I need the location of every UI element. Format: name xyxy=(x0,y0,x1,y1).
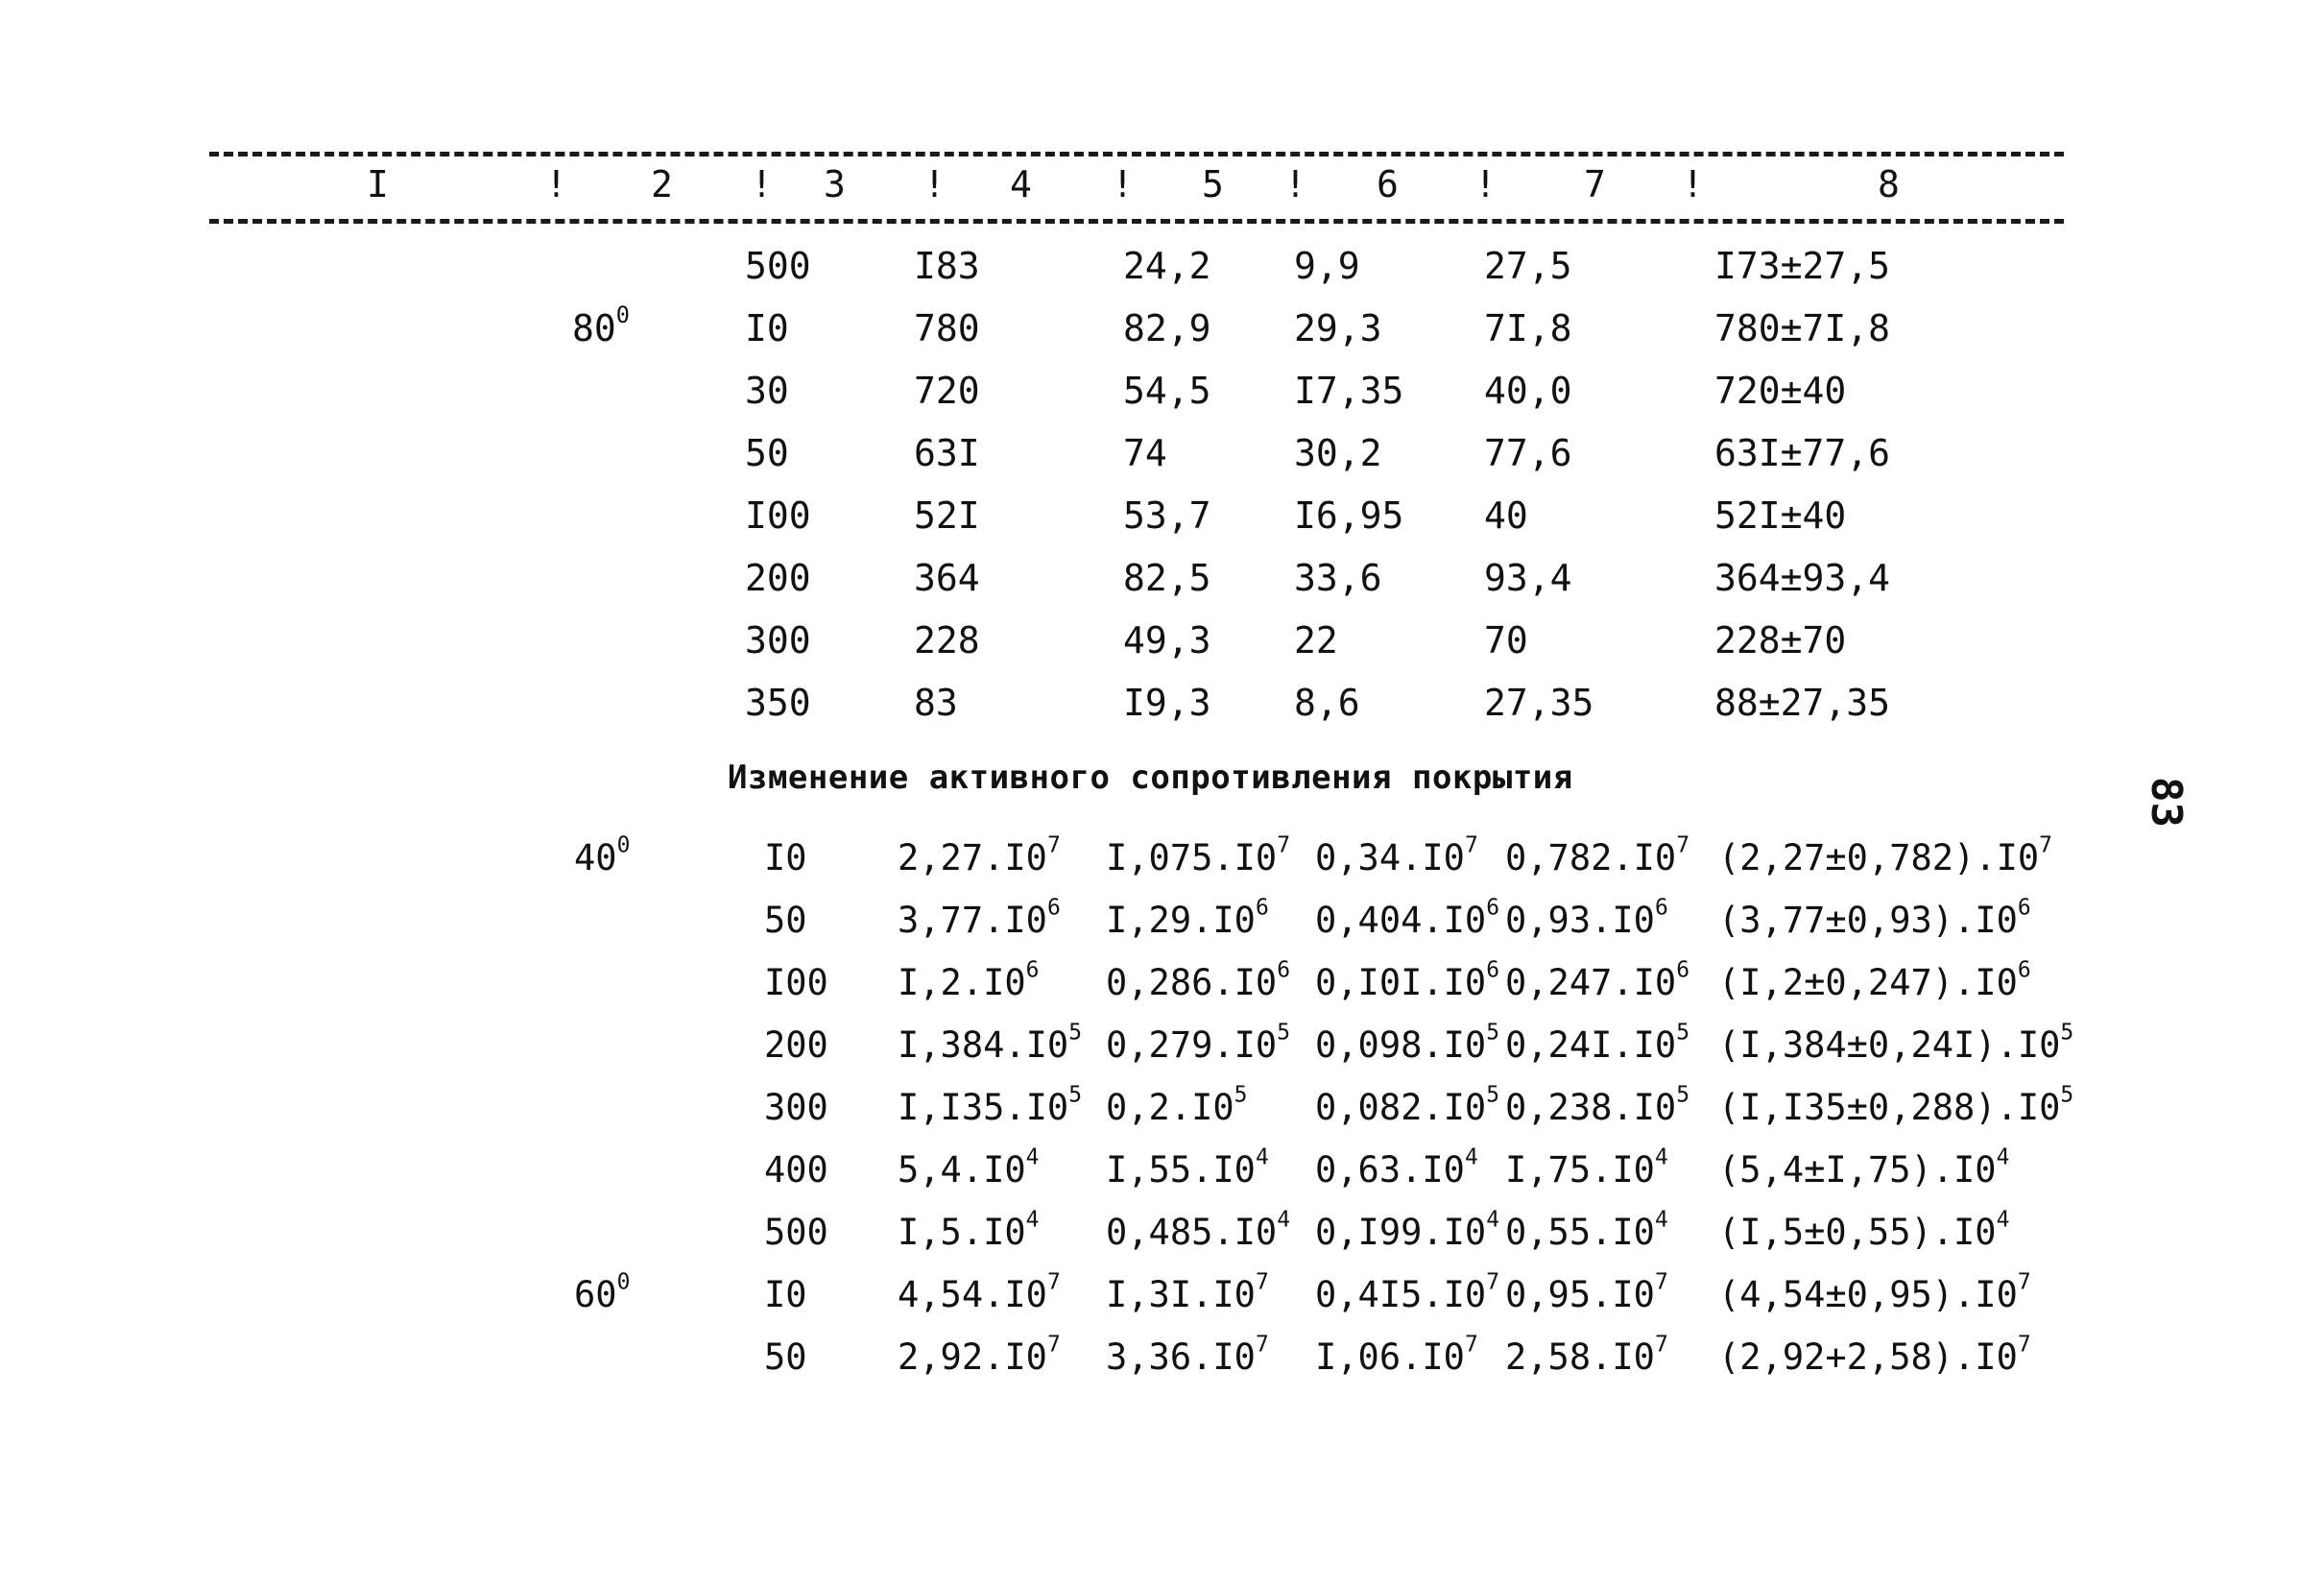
cell-col-8: 52I±40 xyxy=(1714,494,1847,537)
column-header-5: 5 xyxy=(1202,163,1224,205)
table-row xyxy=(0,245,2324,306)
cell-col-5: I9,3 xyxy=(1123,682,1211,724)
column-header-7: 7 xyxy=(1584,163,1606,205)
table-row xyxy=(0,682,2324,743)
cell-col-5: $0,485.I0^4$ xyxy=(1106,1207,1291,1253)
cell-col-8: 780±7I,8 xyxy=(1714,307,1891,349)
table-row xyxy=(0,432,2324,493)
table-row xyxy=(0,301,2324,369)
cell-col-6: $0,63.I0^4$ xyxy=(1315,1144,1478,1191)
cell-col-7: 70 xyxy=(1484,619,1528,662)
cell-col-6: 29,3 xyxy=(1294,307,1382,349)
cell-col-3: 50 xyxy=(745,432,789,474)
cell-col-8: 228±70 xyxy=(1714,619,1847,662)
header-bottom-rule xyxy=(209,219,2064,224)
cell-col-8: $(I,5\pm 0,55).I0^4$ xyxy=(1718,1207,2010,1253)
column-separator: ! xyxy=(923,163,946,205)
cell-col-7: $0,93.I0^6$ xyxy=(1505,895,1668,941)
cell-col-5: 54,5 xyxy=(1123,370,1211,412)
cell-col-6: $0,082.I0^5$ xyxy=(1315,1082,1500,1128)
cell-col-7: 40,0 xyxy=(1484,370,1572,412)
header-top-rule xyxy=(209,152,2064,156)
column-separator: ! xyxy=(1112,163,1134,205)
cell-col-6: $I,06.I0^7$ xyxy=(1315,1332,1478,1378)
cell-col-7: 77,6 xyxy=(1484,432,1572,474)
cell-col-3: 500 xyxy=(764,1212,828,1253)
cell-col-6: 33,6 xyxy=(1294,557,1382,599)
temperature-label: $60^0$ xyxy=(574,1269,631,1315)
column-separator: ! xyxy=(751,163,773,205)
cell-col-7: 93,4 xyxy=(1484,557,1572,599)
cell-col-8: $(5,4\pm I,75).I0^4$ xyxy=(1718,1144,2010,1191)
cell-col-7: 7I,8 xyxy=(1484,307,1572,349)
table-row xyxy=(0,957,2324,1023)
cell-col-3: I0 xyxy=(764,1274,807,1315)
cell-col-6: 9,9 xyxy=(1294,245,1360,287)
cell-col-3: 200 xyxy=(764,1024,828,1066)
cell-col-6: $0,404.I0^6$ xyxy=(1315,895,1500,941)
table-row xyxy=(0,1020,2324,1086)
cell-col-5: $0,2.I0^5$ xyxy=(1106,1082,1248,1128)
cell-col-4: $3,77.I0^6$ xyxy=(898,895,1061,941)
section-caption: Изменение активного сопротивления покрытия xyxy=(728,758,1573,797)
cell-col-7: $0,782.I0^7$ xyxy=(1505,832,1690,878)
cell-col-3: 500 xyxy=(745,245,811,287)
cell-col-4: $I,2.I0^6$ xyxy=(898,957,1040,1003)
cell-col-7: $0,247.I0^6$ xyxy=(1505,957,1690,1003)
cell-col-6: 22 xyxy=(1294,619,1338,662)
table-row xyxy=(0,619,2324,681)
cell-col-4: 63I xyxy=(914,432,980,474)
column-separator: ! xyxy=(1284,163,1306,205)
cell-col-4: 364 xyxy=(914,557,980,599)
temperature-label: $80^0$ xyxy=(572,301,630,349)
cell-col-4: $4,54.I0^7$ xyxy=(898,1269,1061,1315)
cell-col-7: 40 xyxy=(1484,494,1528,537)
cell-col-3: 300 xyxy=(764,1087,828,1128)
cell-col-6: $0,I99.I0^4$ xyxy=(1315,1207,1500,1253)
cell-col-3: I0 xyxy=(764,837,807,878)
cell-col-3: 50 xyxy=(764,1336,807,1378)
cell-col-8: 364±93,4 xyxy=(1714,557,1891,599)
column-header-row xyxy=(0,163,2324,213)
column-separator: ! xyxy=(1474,163,1497,205)
column-header-2: 2 xyxy=(651,163,673,205)
cell-col-7: $0,24I.I0^5$ xyxy=(1505,1020,1690,1066)
cell-col-6: I6,95 xyxy=(1294,494,1404,537)
cell-col-4: $I,5.I0^4$ xyxy=(898,1207,1040,1253)
column-header-1: I xyxy=(367,163,389,205)
page-number: 83 xyxy=(2141,777,2191,828)
cell-col-4: $2,92.I0^7$ xyxy=(898,1332,1061,1378)
cell-col-6: $0,4I5.I0^7$ xyxy=(1315,1269,1500,1315)
temperature-label: $40^0$ xyxy=(574,832,631,878)
cell-col-4: $5,4.I0^4$ xyxy=(898,1144,1040,1191)
cell-col-5: $I,29.I0^6$ xyxy=(1106,895,1269,941)
table-row xyxy=(0,1082,2324,1148)
cell-col-7: $I,75.I0^4$ xyxy=(1505,1144,1668,1191)
cell-col-7: $0,55.I0^4$ xyxy=(1505,1207,1668,1253)
cell-col-4: 720 xyxy=(914,370,980,412)
cell-col-5: 49,3 xyxy=(1123,619,1211,662)
cell-col-8: 720±40 xyxy=(1714,370,1847,412)
cell-col-8: $(I,I35\pm 0,288).I0^5$ xyxy=(1718,1082,2074,1128)
cell-col-8: 88±27,35 xyxy=(1714,682,1891,724)
cell-col-8: $(2,27\pm 0,782).I0^7$ xyxy=(1718,832,2052,878)
cell-col-8: 63I±77,6 xyxy=(1714,432,1891,474)
cell-col-5: 24,2 xyxy=(1123,245,1211,287)
cell-col-4: 228 xyxy=(914,619,980,662)
cell-col-7: $2,58.I0^7$ xyxy=(1505,1332,1668,1378)
cell-col-5: 82,5 xyxy=(1123,557,1211,599)
cell-col-4: $2,27.I0^7$ xyxy=(898,832,1061,878)
cell-col-4: 83 xyxy=(914,682,958,724)
cell-col-7: $0,95.I0^7$ xyxy=(1505,1269,1668,1315)
cell-col-8: $(I,384\pm 0,24I).I0^5$ xyxy=(1718,1020,2074,1066)
cell-col-5: $3,36.I0^7$ xyxy=(1106,1332,1269,1378)
cell-col-4: I83 xyxy=(914,245,980,287)
cell-col-3: 300 xyxy=(745,619,811,662)
cell-col-6: 30,2 xyxy=(1294,432,1382,474)
cell-col-3: 200 xyxy=(745,557,811,599)
cell-col-4: 52I xyxy=(914,494,980,537)
cell-col-4: $I,384.I0^5$ xyxy=(898,1020,1083,1066)
cell-col-6: 8,6 xyxy=(1294,682,1360,724)
cell-col-3: I00 xyxy=(745,494,811,537)
cell-col-3: I0 xyxy=(745,307,789,349)
cell-col-3: 50 xyxy=(764,900,807,941)
cell-col-8: $(2,92+2,58).I0^7$ xyxy=(1718,1332,2031,1378)
column-separator: ! xyxy=(1682,163,1704,205)
cell-col-7: 27,35 xyxy=(1484,682,1594,724)
cell-col-3: 400 xyxy=(764,1149,828,1191)
table-row xyxy=(0,370,2324,431)
column-header-3: 3 xyxy=(824,163,846,205)
cell-col-5: 53,7 xyxy=(1123,494,1211,537)
column-header-4: 4 xyxy=(1010,163,1032,205)
cell-col-8: $(4,54\pm 0,95).I0^7$ xyxy=(1718,1269,2031,1315)
cell-col-5: $I,075.I0^7$ xyxy=(1106,832,1291,878)
cell-col-3: I00 xyxy=(764,962,828,1003)
cell-col-8: $(3,77\pm 0,93).I0^6$ xyxy=(1718,895,2031,941)
cell-col-7: 27,5 xyxy=(1484,245,1572,287)
cell-col-8: I73±27,5 xyxy=(1714,245,1891,287)
column-separator: ! xyxy=(545,163,567,205)
cell-col-5: 74 xyxy=(1123,432,1167,474)
table-row xyxy=(0,1332,2324,1398)
cell-col-3: 30 xyxy=(745,370,789,412)
table-row xyxy=(0,832,2324,899)
table-row xyxy=(0,557,2324,618)
cell-col-8: $(I,2\pm 0,247).I0^6$ xyxy=(1718,957,2031,1003)
table-row xyxy=(0,1144,2324,1211)
cell-col-6: $0,I0I.I0^6$ xyxy=(1315,957,1500,1003)
cell-col-5: $0,286.I0^6$ xyxy=(1106,957,1291,1003)
column-header-8: 8 xyxy=(1878,163,1900,205)
cell-col-6: I7,35 xyxy=(1294,370,1404,412)
cell-col-5: $I,55.I0^4$ xyxy=(1106,1144,1269,1191)
cell-col-4: $I,I35.I0^5$ xyxy=(898,1082,1083,1128)
table-row xyxy=(0,1269,2324,1335)
table-row xyxy=(0,895,2324,961)
cell-col-5: 82,9 xyxy=(1123,307,1211,349)
cell-col-4: 780 xyxy=(914,307,980,349)
cell-col-6: $0,34.I0^7$ xyxy=(1315,832,1478,878)
cell-col-5: $0,279.I0^5$ xyxy=(1106,1020,1291,1066)
cell-col-3: 350 xyxy=(745,682,811,724)
table-row xyxy=(0,1207,2324,1273)
column-header-6: 6 xyxy=(1377,163,1399,205)
table-row xyxy=(0,494,2324,556)
cell-col-6: $0,098.I0^5$ xyxy=(1315,1020,1500,1066)
cell-col-5: $I,3I.I0^7$ xyxy=(1106,1269,1269,1315)
cell-col-7: $0,238.I0^5$ xyxy=(1505,1082,1690,1128)
